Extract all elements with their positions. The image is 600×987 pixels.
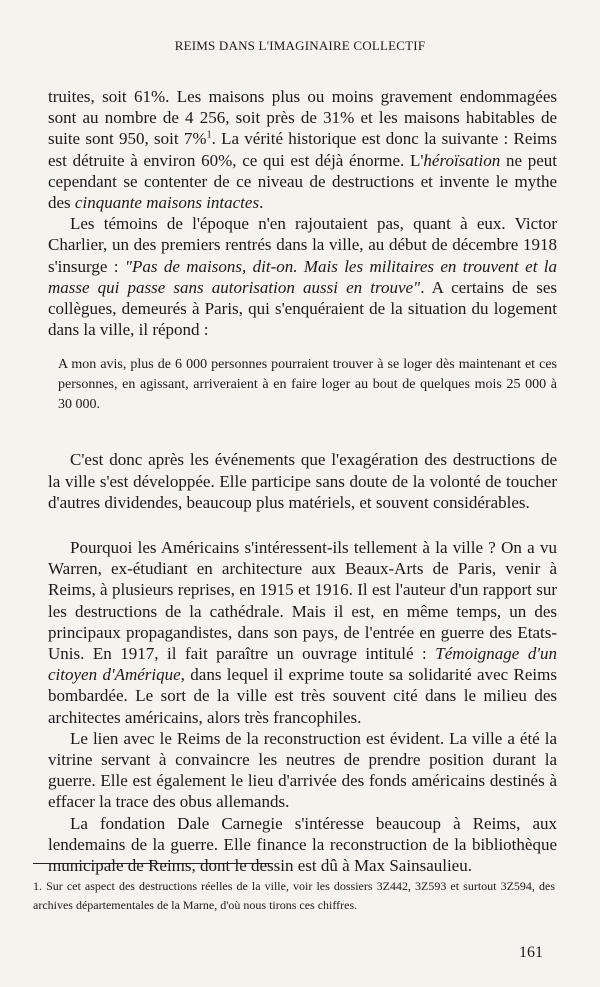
paragraph — [48, 813, 557, 877]
body-text — [48, 86, 557, 876]
footnote-ref: 1 — [206, 129, 212, 141]
paragraph — [48, 449, 557, 513]
text-run: . — [259, 193, 264, 213]
text-run: La fondation Dale Carnegie s'intéresse beaucoup à Reims, aux lendemains de la guerre. Elle finance la reconstruction de la bibliothèque municipale de Reims, dont le dessin est dû à Max Sainsaulieu. — [48, 813, 557, 876]
footnote: 1. Sur cet aspect des destructions réelles de la ville, voir les dossiers 3Z442, 3Z593 et surtout 3Z594, des archives départementales de la Marne, d'où nous tirons ces chiffres. — [33, 879, 555, 912]
text-run: . La vérité historique est donc la suivante : Reims est détruite à environ 60%, ce qui est déjà énorme. L' — [48, 129, 558, 170]
running-header: REIMS DANS L'IMAGINAIRE COLLECTIF — [174, 38, 426, 53]
text-run: truites, soit 61%. Les maisons plus ou moins gravement endommagées sont au nombre de 4 256, soit près de 31% et les maisons habitables de suite sont 950, soit 7% — [48, 87, 557, 149]
text-run: , dans lequel il exprime toute sa solidarité avec Reims bombardée. Le sort de la ville est très souvent cité dans le milieu des architectes américains, alors très francophiles. — [48, 665, 557, 727]
italic-text: Témoignage d'un citoyen d'Amérique — [48, 644, 557, 685]
paragraph — [48, 213, 557, 340]
text-run: Les témoins de l'époque n'en rajoutaient pas, quant à eux. Victor Charlier, un des premiers rentrés dans la ville, au début de décembre 1918 s'insurge : — [48, 214, 557, 276]
text-run: Pourquoi les Américains s'intéressent-ils tellement à la ville ? On a vu Warren, ex-étudiant en architecture aux Beaux-Arts de Paris, venir à Reims, à plusieurs reprises, en 1915 et 1916. Il est l'auteur d'un rapport sur les destructions de la cathédrale. Mais il est, en même temps, un des principaux propagandistes, dans son pays, de l'entrée en guerre des Etats-Unis. En 1917, il fait paraître un ouvrage intitulé : — [48, 538, 557, 664]
footnote-separator — [33, 863, 273, 864]
text-run: Le lien avec le Reims de la reconstruction est évident. La ville a été la vitrine servant à convaincre les neutres de prendre position durant la guerre. Elle est également le lieu d'arrivée des fonds américains destinés à effacer la trace des obus allemands. — [48, 728, 557, 812]
page-number: 161 — [519, 944, 543, 961]
text-run: . A certains de ses collègues, demeurés à Paris, qui s'enquéraient de la situation du logement dans la ville, il répond : — [48, 277, 557, 340]
italic-text: "Pas de maisons, dit-on. Mais les militaires en trouvent et la masse qui passe sans autorisation aussi en trouve" — [48, 256, 557, 297]
text-run: C'est donc après les événements que l'exagération des destructions de la ville s'est développée. Elle participe sans doute de la volonté de toucher d'autres dividendes, beaucoup plus matériels, et souvent considérables. — [48, 450, 557, 512]
italic-text: héroïsation — [423, 150, 501, 170]
italic-text: cinquante maisons intactes — [74, 193, 260, 213]
paragraph — [48, 86, 557, 213]
text-run: A mon avis, plus de 6 000 personnes pourraient trouver à se loger dès maintenant et ces personnes, en agissant, arriveraient à en faire loger au bout de quelques mois 25 000 à 30 000. — [58, 357, 557, 413]
block-quote — [58, 355, 557, 415]
paragraph — [48, 537, 557, 728]
paragraph — [48, 728, 557, 813]
text-run: ne peut cependant se contenter de ce niveau de destructions et invente le mythe des — [48, 150, 557, 213]
